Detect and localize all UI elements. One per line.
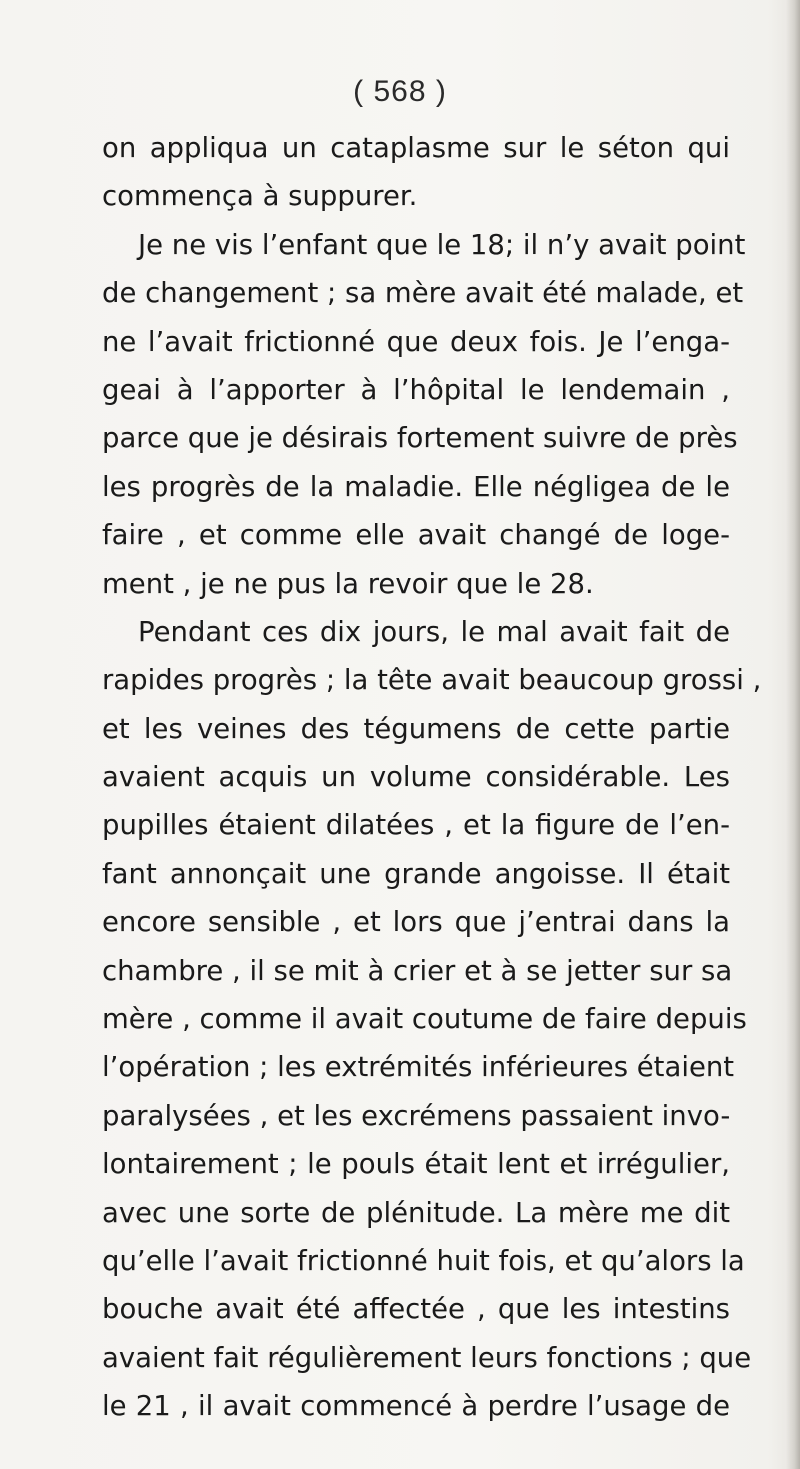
text-line: commença à suppurer. bbox=[102, 180, 418, 213]
body-text bbox=[102, 124, 762, 1431]
text-line: fant annonçait une grande angoisse. Il était bbox=[102, 857, 730, 890]
text-line: avaient acquis un volume considérable. Les bbox=[102, 761, 730, 794]
text-line: l’opération ; les extrémités inférieures étaient bbox=[102, 1051, 735, 1084]
text-line: faire , et comme elle avait changé de loge- bbox=[102, 519, 730, 552]
text-line: ment , je ne pus la revoir que le 28. bbox=[102, 567, 594, 600]
text-line: geai à l’apporter à l’hôpital le lendemain , bbox=[102, 373, 730, 406]
text-line: encore sensible , et lors que j’entrai dans la bbox=[102, 906, 730, 939]
text-line: qu’elle l’avait frictionné huit fois, et qu’alors la bbox=[102, 1244, 745, 1277]
text-line: lontairement ; le pouls était lent et irrégulier, bbox=[102, 1148, 730, 1181]
text-line: Je ne vis l’enfant que le 18; il n’y avait point bbox=[138, 228, 746, 261]
text-line: Pendant ces dix jours, le mal avait fait de bbox=[138, 615, 730, 648]
text-line: bouche avait été affectée , que les intestins bbox=[102, 1293, 730, 1326]
page-edge-shadow bbox=[786, 0, 800, 1469]
text-line: mère , comme il avait coutume de faire depuis bbox=[102, 1003, 747, 1036]
text-line: avaient fait régulièrement leurs fonctions ; que bbox=[102, 1341, 752, 1374]
text-line: paralysées , et les excrémens passaient invo- bbox=[102, 1099, 731, 1132]
text-line: rapides progrès ; la tête avait beaucoup grossi , bbox=[102, 664, 762, 697]
text-line: on appliqua un cataplasme sur le séton qui bbox=[102, 132, 730, 164]
text-line: pupilles étaient dilatées , et la figure de l’en- bbox=[102, 809, 730, 842]
text-line: ne l’avait frictionné que deux fois. Je l’enga- bbox=[102, 325, 730, 358]
text-line: de changement ; sa mère avait été malade, et bbox=[102, 277, 744, 310]
text-line: chambre , il se mit à crier et à se jetter sur sa bbox=[102, 954, 733, 987]
text-line: parce que je désirais fortement suivre de près bbox=[102, 422, 738, 455]
text-line: et les veines des tégumens de cette partie bbox=[102, 712, 730, 745]
text-line: les progrès de la maladie. Elle négligea de le bbox=[102, 470, 730, 503]
text-line: avec une sorte de plénitude. La mère me dit bbox=[102, 1196, 730, 1229]
text-line: le 21 , il avait commencé à perdre l’usage de bbox=[102, 1390, 730, 1423]
page-number: ( 568 ) bbox=[353, 75, 447, 108]
